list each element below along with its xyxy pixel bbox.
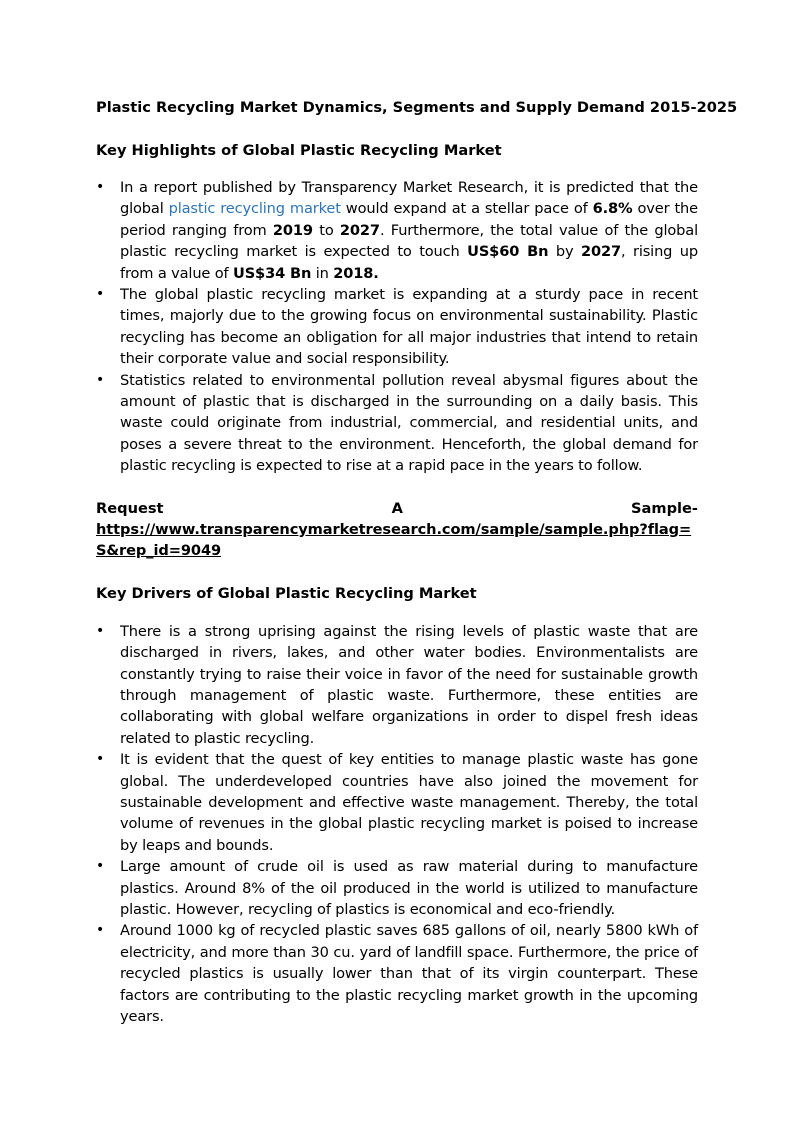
request-sample-block bbox=[96, 498, 698, 561]
list-item: • It is evident that the quest of key entities to manage plastic waste has gone global. The underdeveloped countries have also joined the movement for sustainable development and effective waste management. Thereby, the total volume of revenues in the global plastic recycling market is poised to increase by leaps and bounds. bbox=[96, 751, 698, 854]
plastic-recycling-market-link[interactable]: plastic recycling market bbox=[168, 200, 341, 218]
bullet-icon: • bbox=[96, 286, 105, 303]
list-item: • Around 1000 kg of recycled plastic saves 685 gallons of oil, nearly 5800 kWh of electricity, and more than 30 cu. yard of landfill space. Furthermore, the price of recycled plastics is usually lower than that of its virgin counterpart. These factors are contributing to the plastic recycling market growth in the upcoming years. bbox=[96, 922, 698, 1025]
highlights-list bbox=[96, 177, 698, 477]
list-item: • The global plastic recycling market is expanding at a sturdy pace in recent times, majorly due to the growing focus on environmental sustainability. Plastic recycling has become an obligation for all major industries that intend to retain their corporate value and social responsibility. bbox=[96, 286, 698, 368]
list-item: • There is a strong uprising against the rising levels of plastic waste that are discharged in rivers, lakes, and other water bodies. Environmentalists are constantly trying to raise their voice in favor of the need for sustainable growth through management of plastic waste. Furthermore, these entities are collaborating with global welfare organizations in order to dispel fresh ideas related to plastic recycling. bbox=[96, 622, 698, 747]
list-item: • In a report published by Transparency Market Research, it is predicted that the global plastic recycling market would expand at a stellar pace of 6.8% over the period ranging from 2019 to 2027. Furthermore, the total value of the global plastic recycling market is expected to touch US$60 Bn by 2027, rising up from a value of US$34 Bn in 2018. bbox=[96, 179, 699, 282]
bullet-icon: • bbox=[96, 751, 105, 768]
drivers-list bbox=[96, 621, 698, 1028]
request-sample-label: Request A Sample- bbox=[96, 499, 698, 517]
drivers-heading: Key Drivers of Global Plastic Recycling Market bbox=[96, 584, 477, 602]
highlights-heading: Key Highlights of Global Plastic Recycling Market bbox=[96, 142, 502, 159]
bullet-icon: • bbox=[96, 179, 105, 195]
document-page bbox=[96, 97, 738, 1027]
request-sample-link[interactable]: https://www.transparencymarketresearch.com/sample/sample.php?flag=S&rep_id=9049 bbox=[96, 520, 692, 559]
bullet-icon: • bbox=[96, 858, 105, 875]
list-item: • Large amount of crude oil is used as raw material during to manufacture plastics. Around 8% of the oil produced in the world is utilized to manufacture plastic. However, recycling of plastics is economical and eco-friendly. bbox=[96, 858, 698, 918]
document-title: Plastic Recycling Market Dynamics, Segments and Supply Demand 2015-2025 bbox=[96, 99, 738, 116]
bullet-icon: • bbox=[96, 622, 105, 639]
bullet-icon: • bbox=[96, 371, 105, 388]
bullet-icon: • bbox=[96, 922, 105, 939]
list-item: • Statistics related to environmental pollution reveal abysmal figures about the amount of plastic that is discharged in the surrounding on a daily basis. This waste could originate from industrial, commercial, and residential units, and poses a severe threat to the environment. Henceforth, the global demand for plastic recycling is expected to rise at a rapid pace in the years to follow. bbox=[96, 371, 698, 475]
